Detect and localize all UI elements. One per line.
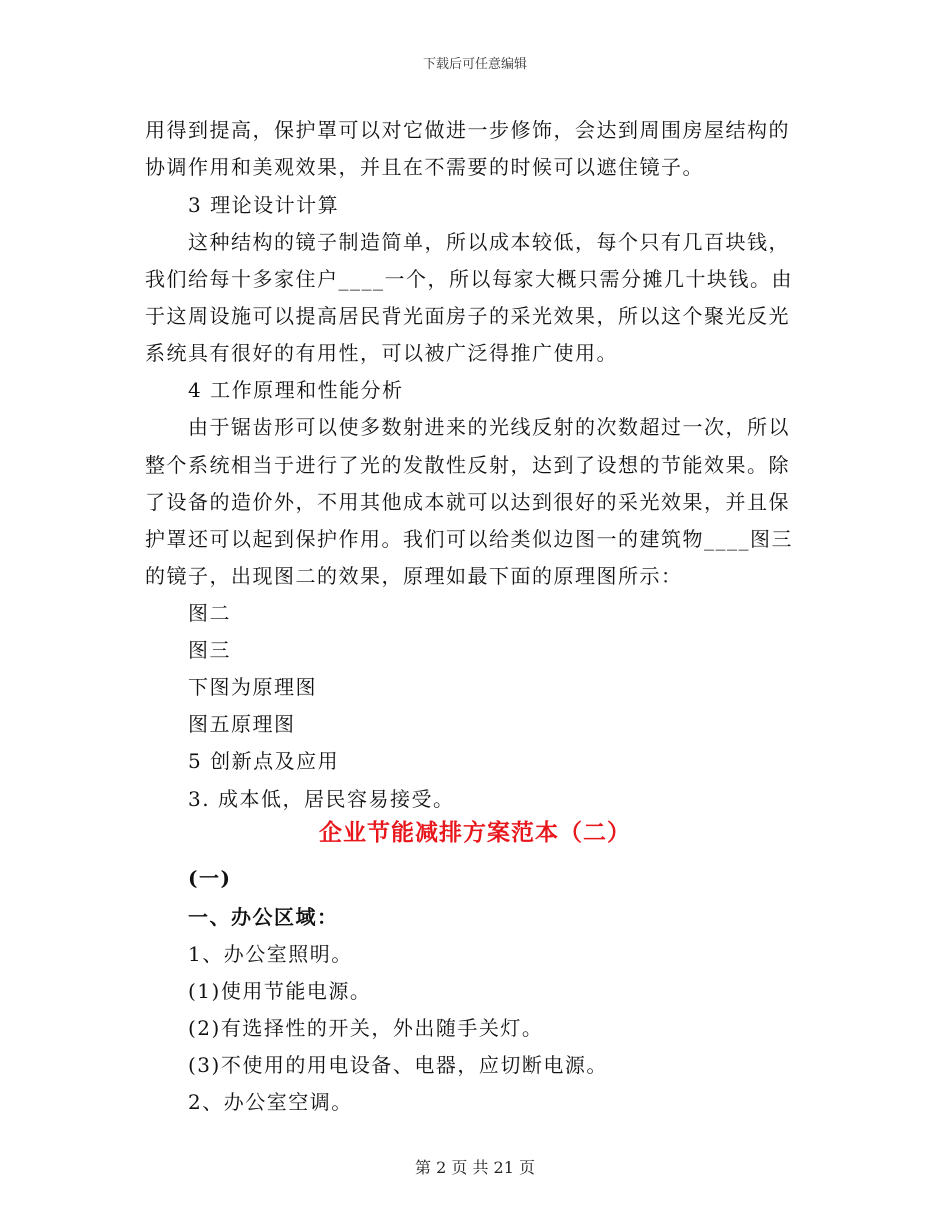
section-heading: 3 理论设计计算 — [188, 193, 340, 217]
section-marker: (一) — [188, 866, 232, 890]
paragraph-line: 这种结构的镜子制造简单，所以成本较低，每个只有几百块钱， — [188, 230, 790, 254]
list-item: (3)不使用的用电设备、电器，应切断电源。 — [188, 1053, 608, 1077]
section-heading: 5 创新点及应用 — [188, 749, 340, 773]
list-item: 1、办公室照明。 — [188, 942, 353, 966]
figure-caption: 图五原理图 — [188, 712, 296, 736]
figure-caption: 图三 — [188, 638, 231, 662]
paragraph-line: 由于锯齿形可以使多数射进来的光线反射的次数超过一次，所以 — [188, 415, 790, 439]
paragraph-line: 护罩还可以起到保护作用。我们可以给类似边图一的建筑物____图三 — [145, 527, 793, 551]
paragraph-line: 整个系统相当于进行了光的发散性反射，达到了设想的节能效果。除 — [145, 453, 790, 477]
list-item: (2)有选择性的开关，外出随手关灯。 — [188, 1016, 544, 1040]
document-title: 企业节能减排方案范本（二） — [319, 820, 631, 846]
header-note: 下载后可任意编辑 — [422, 57, 527, 72]
page-number: 第 2 页 共 21 页 — [415, 1158, 535, 1177]
list-item: 2、办公室空调。 — [188, 1090, 353, 1114]
list-item: (1)使用节能电源。 — [188, 979, 372, 1003]
section-heading: 4 工作原理和性能分析 — [188, 378, 404, 402]
paragraph-line: 协调作用和美观效果，并且在不需要的时候可以遮住镜子。 — [145, 155, 704, 179]
paragraph-line: 系统具有很好的有用性，可以被广泛得推广使用。 — [145, 341, 618, 365]
paragraph-line: 于这周设施可以提高居民背光面房子的采光效果，所以这个聚光反光 — [145, 304, 790, 328]
paragraph-line: 了设备的造价外，不用其他成本就可以达到很好的采光效果，并且保 — [145, 490, 790, 514]
figure-caption: 图二 — [188, 601, 231, 625]
paragraph-line: 我们给每十多家住户____一个，所以每家大概只需分摊几十块钱。由 — [145, 267, 793, 291]
list-item: 3. 成本低，居民容易接受。 — [188, 787, 455, 811]
paragraph-line: 用得到提高，保护罩可以对它做进一步修饰，会达到周围房屋结构的 — [145, 118, 790, 142]
figure-caption: 下图为原理图 — [188, 675, 317, 699]
section-heading: 一、办公区域： — [188, 905, 339, 929]
paragraph-line: 的镜子，出现图二的效果，原理如最下面的原理图所示： — [145, 564, 683, 588]
